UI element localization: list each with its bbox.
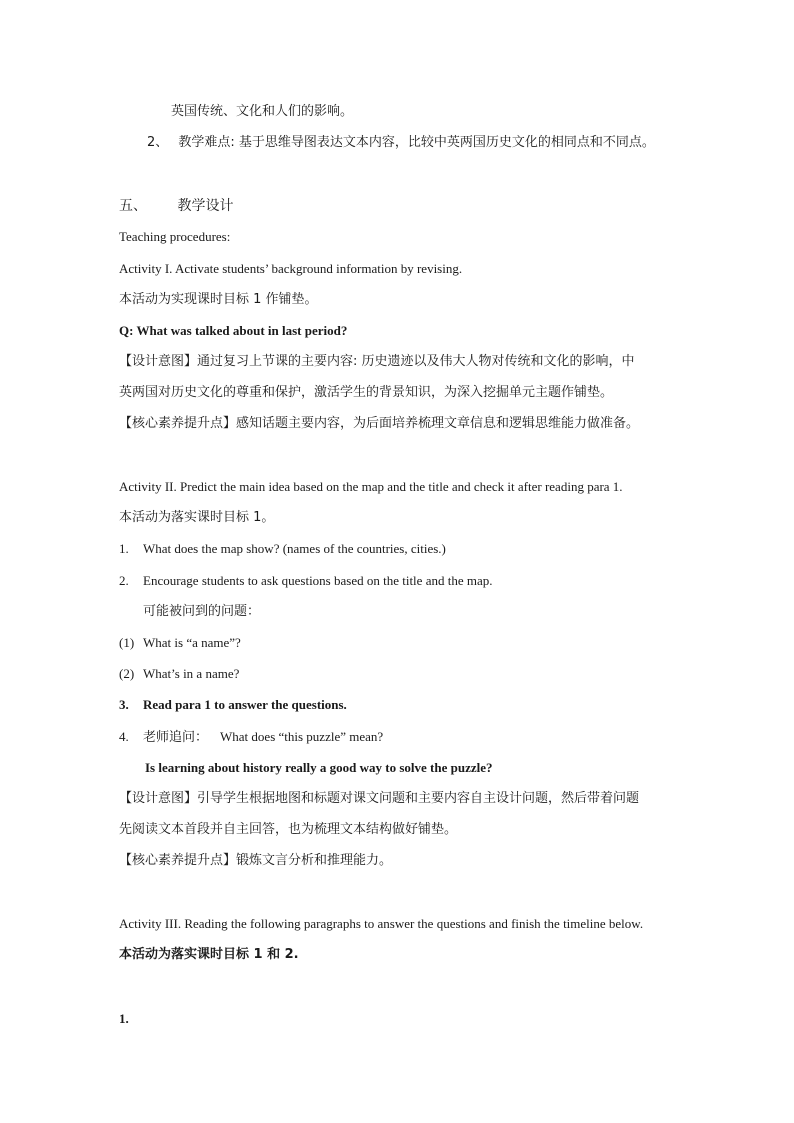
list-number: 2. bbox=[119, 573, 129, 588]
activity-2-goal: 本活动为落实课时目标 1。 bbox=[119, 510, 275, 525]
list-item bbox=[119, 634, 241, 652]
difficulty-text: 教学难点: 基于思维导图表达文本内容，比较中英两国历史文化的相同点和不同点。 bbox=[178, 135, 655, 150]
section-title: 教学设计 bbox=[177, 198, 234, 214]
activity-1-title: Activity I. Activate students’ background information by revising. bbox=[119, 261, 463, 276]
activity-1-goal: 本活动为实现课时目标 1 作铺垫。 bbox=[119, 292, 318, 307]
follow-up-question: Is learning about history really a good way to solve the puzzle? bbox=[145, 760, 493, 775]
list-item bbox=[119, 696, 347, 714]
activity-3-title: Activity III. Reading the following paragraphs to answer the questions and finish the timeline below. bbox=[119, 916, 644, 931]
section-number: 五、 bbox=[119, 198, 147, 214]
list-number: 2、 bbox=[147, 135, 169, 150]
list-number: (1) bbox=[119, 635, 135, 650]
activity-2-title: Activity II. Predict the main idea based on the map and the title and check it after reading para 1. bbox=[119, 479, 623, 494]
activity-1-question: Q: What was talked about in last period? bbox=[119, 323, 348, 338]
list-text: Encourage students to ask questions based on the title and the map. bbox=[143, 573, 493, 588]
list-number: 3. bbox=[119, 697, 129, 712]
section-heading bbox=[119, 197, 233, 215]
list-text: What’s in a name? bbox=[143, 666, 240, 681]
list-text-en: What does “this puzzle” mean? bbox=[220, 729, 384, 744]
list-number: 1. bbox=[119, 1011, 129, 1026]
activity-1-intent: 【设计意图】通过复习上节课的主要内容: 历史遗迹以及伟大人物对传统和文化的影响，中 bbox=[119, 354, 635, 369]
list-text: Read para 1 to answer the questions. bbox=[143, 697, 347, 712]
list-text-cn: 老师追问： bbox=[143, 730, 209, 745]
activity-1-core: 【核心素养提升点】感知话题主要内容，为后面培养梳理文章信息和逻辑思维能力做准备。 bbox=[119, 416, 640, 431]
possible-questions-label: 可能被问到的问题： bbox=[143, 604, 261, 619]
text-line: 英国传统、文化和人们的影响。 bbox=[171, 104, 354, 119]
activity-2-intent-cont: 先阅读文本首段并自主回答，也为梳理文本结构做好铺垫。 bbox=[119, 822, 458, 837]
procedures-label: Teaching procedures: bbox=[119, 229, 231, 244]
list-item bbox=[119, 728, 383, 747]
activity-2-core: 【核心素养提升点】锻炼文言分析和推理能力。 bbox=[119, 853, 393, 868]
difficulty-line bbox=[147, 134, 655, 152]
list-item bbox=[119, 540, 446, 558]
activity-1-intent-cont: 英两国对历史文化的尊重和保护，激活学生的背景知识，为深入挖掘单元主题作铺垫。 bbox=[119, 385, 614, 400]
list-number: (2) bbox=[119, 666, 135, 681]
activity-3-goal: 本活动为落实课时目标 1 和 2. bbox=[119, 947, 299, 962]
activity-2-intent: 【设计意图】引导学生根据地图和标题对课文问题和主要内容自主设计问题，然后带着问题 bbox=[119, 791, 640, 806]
list-item bbox=[119, 572, 492, 590]
list-number: 1. bbox=[119, 541, 129, 556]
list-text: What is “a name”? bbox=[143, 635, 241, 650]
list-item bbox=[119, 665, 239, 683]
list-text: What does the map show? (names of the countries, cities.) bbox=[143, 541, 446, 556]
list-number: 4. bbox=[119, 729, 129, 744]
